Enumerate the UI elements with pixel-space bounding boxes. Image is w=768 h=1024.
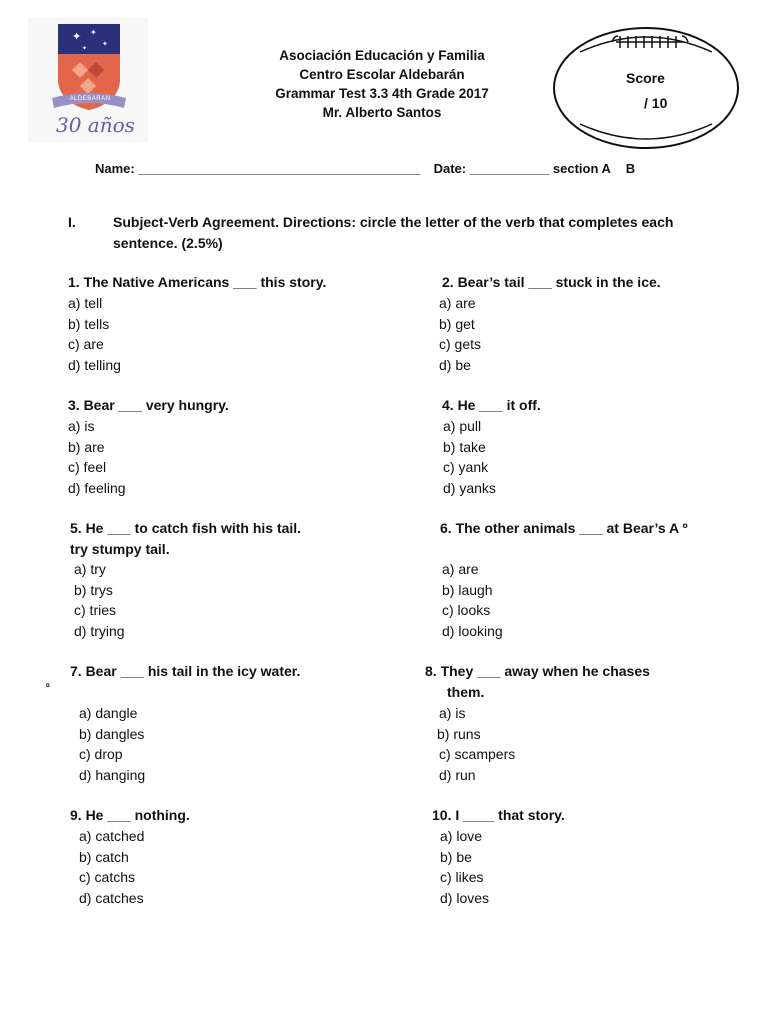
question-9-options: [79, 826, 144, 908]
question-7-options: [79, 703, 145, 785]
school-logo: [28, 18, 148, 142]
q4-option-d[interactable]: d) yanks: [443, 479, 496, 496]
q6-option-b[interactable]: b) laugh: [442, 581, 493, 598]
question-7-text: 7. Bear ___ his tail in the icy water.: [70, 663, 301, 679]
q8-option-a[interactable]: a) is: [439, 705, 466, 721]
svg-text:✦: ✦: [90, 28, 97, 37]
q3-option-a[interactable]: a) is: [68, 418, 95, 434]
q8-option-b[interactable]: b) runs: [437, 725, 481, 742]
q2-option-a[interactable]: a) are: [439, 295, 476, 311]
svg-text:✦: ✦: [72, 30, 82, 43]
q4-option-c[interactable]: c) yank: [443, 459, 489, 476]
q9-option-a[interactable]: a) catched: [79, 828, 145, 844]
svg-text:✦: ✦: [82, 45, 88, 52]
q3-option-c[interactable]: c) feel: [68, 459, 107, 476]
stray-mark: º: [46, 683, 50, 694]
football-icon: [550, 24, 742, 152]
score-football: [550, 24, 742, 152]
date-label: Date:: [433, 161, 467, 176]
logo-years-text: 30 años: [56, 113, 135, 137]
q5-option-c[interactable]: c) tries: [74, 602, 116, 619]
question-8-options: [437, 703, 515, 785]
q4-option-b[interactable]: b) take: [443, 438, 486, 455]
section-label: section A: [552, 161, 611, 176]
q7-option-d[interactable]: d) hanging: [79, 766, 146, 783]
score-label: Score: [626, 70, 665, 86]
question-2-options: [439, 293, 481, 375]
q7-option-b[interactable]: b) dangles: [79, 725, 145, 742]
q1-option-b[interactable]: b) tells: [68, 315, 110, 332]
q2-option-b[interactable]: b) get: [439, 315, 475, 332]
question-4-text: 4. He ___ it off.: [442, 397, 541, 413]
q4-option-a[interactable]: a) pull: [443, 418, 482, 434]
q6-option-a[interactable]: a) are: [442, 561, 479, 577]
question-1-options: [68, 293, 121, 375]
q5-option-a[interactable]: a) try: [74, 561, 106, 577]
q5-option-d[interactable]: d) trying: [74, 622, 125, 639]
q8-option-d[interactable]: d) run: [439, 766, 476, 783]
name-blank[interactable]: _______________________________________: [138, 161, 421, 176]
question-6-text: 6. The other animals ___ at Bear’s A º: [440, 520, 688, 536]
q7-option-a[interactable]: a) dangle: [79, 705, 138, 721]
section-b-label: B: [625, 161, 636, 176]
question-9-text: 9. He ___ nothing.: [70, 807, 190, 823]
directions-text-2: sentence. (2.5%): [113, 234, 223, 251]
question-5-text: 5. He ___ to catch fish with his tail.: [70, 520, 302, 536]
directions-text-1: . Directions: circle the letter of the verb that completes each: [275, 214, 674, 230]
q1-option-a[interactable]: a) tell: [68, 295, 103, 311]
q2-option-d[interactable]: d) be: [439, 356, 471, 373]
header-school: Centro Escolar Aldebarán: [299, 67, 465, 82]
question-5-text-continued: try stumpy tail.: [70, 541, 170, 557]
date-blank[interactable]: ___________: [469, 161, 550, 176]
q9-option-c[interactable]: c) catchs: [79, 869, 136, 886]
question-4-options: [443, 416, 496, 498]
header-association: Asociación Educación y Familia: [279, 48, 485, 63]
info-line: [95, 161, 635, 176]
q1-option-c[interactable]: c) are: [68, 336, 104, 353]
q3-option-d[interactable]: d) feeling: [68, 479, 126, 496]
header-teacher: Mr. Alberto Santos: [322, 105, 442, 120]
question-5-options: [74, 559, 125, 641]
question-6-options: [442, 559, 503, 641]
question-3-options: [68, 416, 126, 498]
q10-option-a[interactable]: a) love: [440, 828, 483, 844]
question-8-text: 8. They ___ away when he chases: [425, 663, 650, 679]
name-label: Name:: [95, 161, 135, 176]
question-1-text: 1. The Native Americans ___ this story.: [68, 274, 327, 290]
svg-text:✦: ✦: [102, 40, 108, 48]
q10-option-c[interactable]: c) likes: [440, 869, 484, 886]
q9-option-d[interactable]: d) catches: [79, 889, 144, 906]
question-3-text: 3. Bear ___ very hungry.: [68, 397, 229, 413]
q6-option-d[interactable]: d) looking: [442, 622, 503, 639]
section-number: I.: [68, 214, 76, 230]
q1-option-d[interactable]: d) telling: [68, 356, 121, 373]
question-2-text: 2. Bear’s tail ___ stuck in the ice.: [442, 274, 661, 290]
section-title: Subject-Verb Agreement: [113, 214, 276, 230]
q10-option-d[interactable]: d) loves: [440, 889, 490, 906]
q10-option-b[interactable]: b) be: [440, 848, 472, 865]
q9-option-b[interactable]: b) catch: [79, 848, 129, 865]
q8-option-c[interactable]: c) scampers: [439, 746, 516, 763]
question-10-options: [440, 826, 489, 908]
q2-option-c[interactable]: c) gets: [439, 336, 482, 353]
q5-option-b[interactable]: b) trys: [74, 581, 113, 598]
section-directions: [113, 212, 733, 253]
q3-option-b[interactable]: b) are: [68, 438, 105, 455]
header-test-title: Grammar Test 3.3 4th Grade 2017: [275, 86, 489, 101]
q6-option-c[interactable]: c) looks: [442, 602, 491, 619]
q7-option-c[interactable]: c) drop: [79, 746, 123, 763]
logo-banner-text: ALDEBARAN: [69, 96, 111, 102]
question-8-text-continued: them.: [447, 684, 485, 700]
score-total: / 10: [644, 95, 668, 111]
question-10-text: 10. I ____ that story.: [432, 807, 565, 823]
